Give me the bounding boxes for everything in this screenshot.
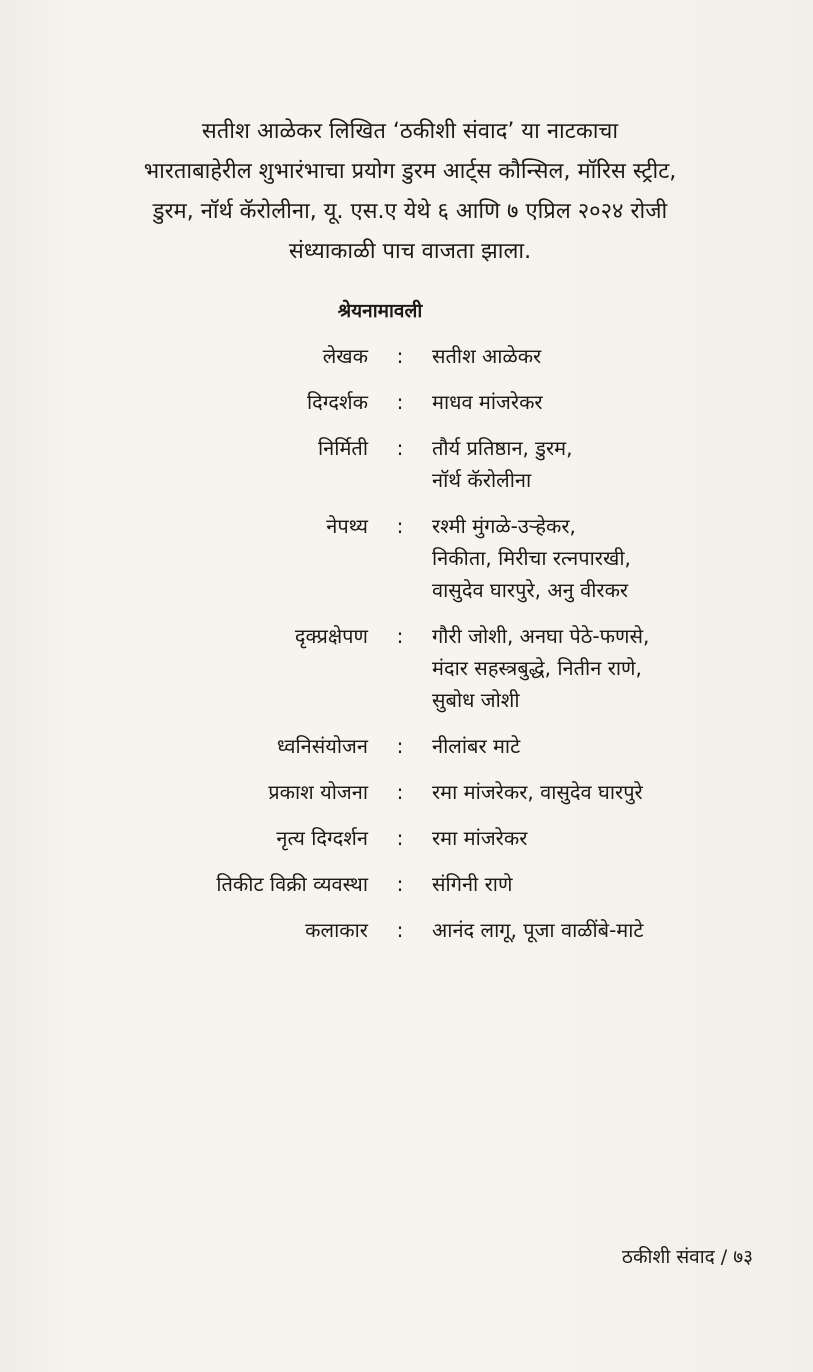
credit-label: तिकीट विक्री व्यवस्था (216, 872, 368, 896)
credit-separator: : (396, 780, 404, 804)
credit-value-line: रश्मी मुंगळे-उऱ्हेकर, (432, 514, 576, 538)
intro-paragraph (60, 112, 760, 272)
credit-row-production (90, 432, 750, 496)
credit-row-projection (90, 620, 750, 716)
credit-value-line: नीलांबर माटे (432, 734, 521, 758)
credit-value-line: आनंद लागू, पूजा वाळींबे-माटे (432, 918, 644, 942)
credit-separator: : (396, 390, 404, 414)
credit-row-set-design (90, 510, 750, 606)
credit-value-line: मंदार सहस्त्रबुद्धे, नितीन राणे, (432, 656, 642, 680)
credit-row-choreography (90, 822, 750, 854)
intro-line: भारताबाहेरील शुभारंभाचा प्रयोग डुरम आर्ट्स कौन्सिल, मॉरिस स्ट्रीट, (143, 159, 677, 184)
credit-separator: : (396, 344, 404, 368)
credit-label: कलाकार (305, 918, 368, 942)
credit-separator: : (396, 624, 404, 648)
credit-separator: : (396, 826, 404, 850)
credit-value-line: सुबोध जोशी (432, 688, 520, 712)
credit-value-line: सतीश आळेकर (432, 344, 542, 368)
credit-value (432, 822, 750, 854)
credit-row-director (90, 386, 750, 418)
credit-value-line: रमा मांजरेकर, वासुदेव घारपुरे (432, 780, 643, 804)
credit-value-line: संगिनी राणे (432, 872, 513, 896)
credit-label: निर्मिती (318, 436, 368, 460)
credit-label: दृक्प्रक्षेपण (294, 624, 368, 648)
credit-row-writer (90, 340, 750, 372)
credit-value (432, 432, 750, 496)
credit-value-line: वासुदेव घारपुरे, अनु वीरकर (432, 578, 629, 602)
credit-row-sound (90, 730, 750, 762)
credit-label: प्रकाश योजना (268, 780, 368, 804)
credit-value-line: गौरी जोशी, अनघा पेठे-फणसे, (432, 624, 650, 648)
credit-value (432, 730, 750, 762)
credit-separator: : (396, 872, 404, 896)
credit-value (432, 510, 750, 606)
intro-line: सतीश आळेकर लिखित ‘ठकीशी संवाद’ या नाटकाचा (201, 119, 619, 144)
credit-value-line: नॉर्थ कॅरोलीना (432, 468, 532, 492)
credit-value (432, 776, 750, 808)
credit-label: नृत्य दिग्दर्शन (276, 826, 368, 850)
credit-value (432, 340, 750, 372)
credit-row-lighting (90, 776, 750, 808)
credit-label: दिग्दर्शक (307, 390, 368, 414)
credit-value (432, 386, 750, 418)
credit-value-line: माधव मांजरेकर (432, 390, 543, 414)
credit-row-cast (90, 914, 750, 946)
credit-value-line: निकीता, मिरीचा रत्नपारखी, (432, 546, 631, 570)
credit-value-line: रमा मांजरेकर (432, 826, 528, 850)
credit-separator: : (396, 436, 404, 460)
credit-value (432, 868, 750, 900)
page-footer: ठकीशी संवाद / ७३ (621, 1246, 753, 1268)
credit-label: नेपथ्य (326, 514, 368, 538)
credit-value (432, 620, 750, 716)
credits-list (90, 340, 750, 960)
intro-line: डुरम, नॉर्थ कॅरोलीना, यू. एस.ए येथे ६ आणि ७ एप्रिल २०२४ रोजी (152, 199, 668, 224)
credit-separator: : (396, 514, 404, 538)
credit-label: लेखक (322, 344, 368, 368)
credit-value-line: तौर्य प्रतिष्ठान, डुरम, (432, 436, 573, 460)
credit-label: ध्वनिसंयोजन (276, 734, 368, 758)
credit-separator: : (396, 734, 404, 758)
credits-title: श्रेयनामावली (337, 300, 423, 322)
credit-row-ticketing (90, 868, 750, 900)
credit-value (432, 914, 750, 946)
intro-line: संध्याकाळी पाच वाजता झाला. (288, 239, 532, 264)
credit-separator: : (396, 918, 404, 942)
